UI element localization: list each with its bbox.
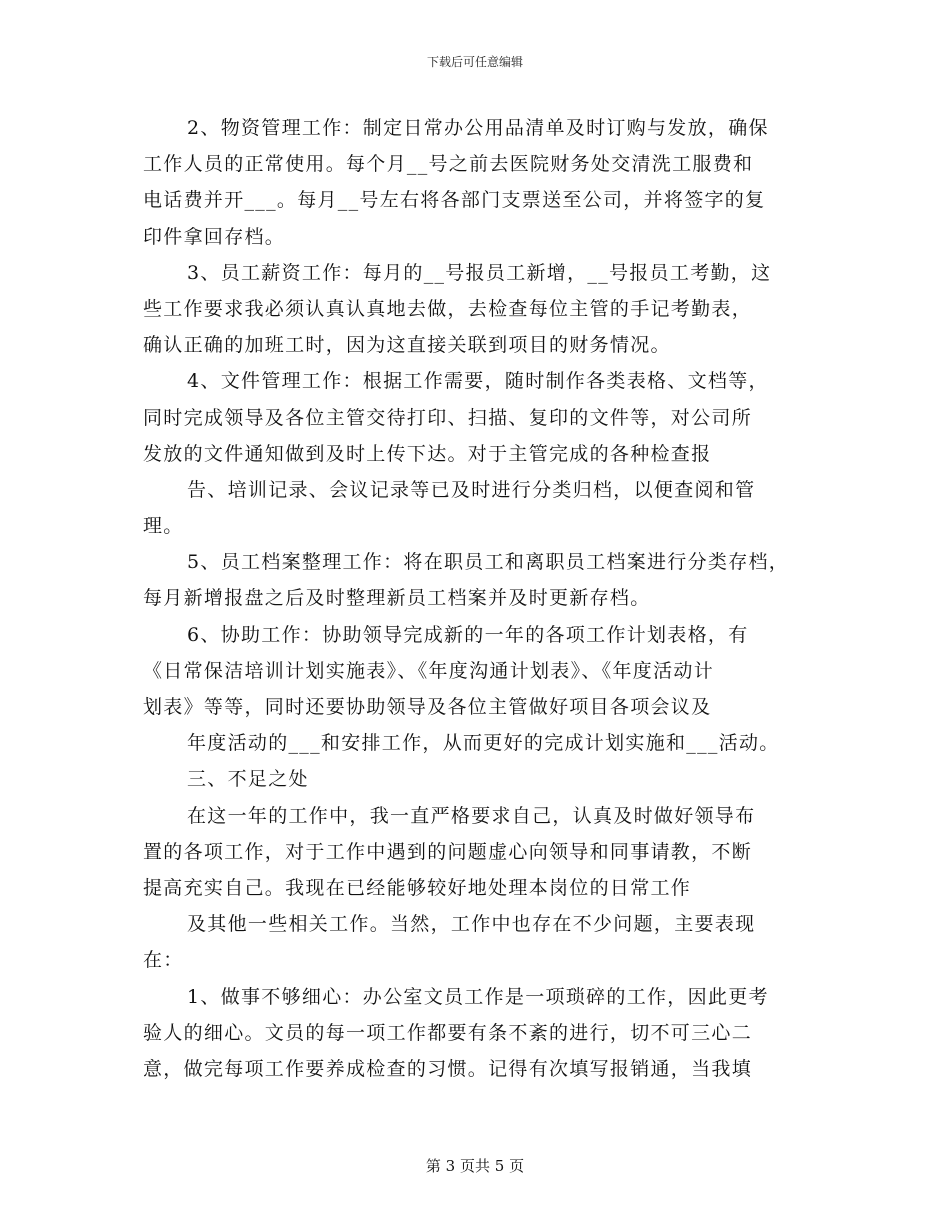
text-line: 印件拿回存档。 [143,225,286,248]
text-line: 意，做完每项工作要养成检查的习惯。记得有次填写报销通，当我填 [143,1057,753,1080]
text-line: 告、培训记录、会议记录等已及时进行分类归档，以便查阅和管 [187,478,756,501]
text-line: 三、不足之处 [187,768,309,791]
text-line: 同时完成领导及各位主管交待打印、扫描、复印的文件等，对公司所 [143,406,753,429]
text-line: 在： [143,949,184,972]
text-line: 验人的细心。文员的每一项工作都要有条不紊的进行，切不可三心二 [143,1021,753,1044]
text-line: 些工作要求我必须认真认真地去做，去检查每位主管的手记考勤表， [143,297,753,320]
text-line: 1、做事不够细心：办公室文员工作是一项琐碎的工作，因此更考 [187,985,769,1008]
page-header: 下载后可任意编辑 [426,55,523,69]
text-line: 发放的文件通知做到及时上传下达。对于主管完成的各种检查报 [143,442,712,465]
text-line: 6、协助工作：协助领导完成新的一年的各项工作计划表格，有 [187,623,749,646]
text-line: 在这一年的工作中，我一直严格要求自己，认真及时做好领导布 [187,804,756,827]
text-line: 及其他一些相关工作。当然，工作中也存在不少问题，主要表现 [187,913,756,936]
text-line: 4、文件管理工作：根据工作需要，随时制作各类表格、文档等， [187,370,769,393]
document-body [143,110,823,1087]
text-line: 划表》等等，同时还要协助领导及各位主管做好项目各项会议及 [143,696,712,718]
text-line: 置的各项工作，对于工作中遇到的问题虚心向领导和同事请教，不断 [143,840,753,863]
page-number: 第 3 页共 5 页 [425,1157,525,1175]
text-line: 理。 [143,515,184,538]
text-line: 《日常保洁培训计划实施表》、《年度沟通计划表》、《年度活动计 [143,659,715,682]
text-line: 3、员工薪资工作：每月的__号报员工新增，__号报员工考勤，这 [187,261,772,284]
text-line: 年度活动的___和安排工作，从而更好的完成计划实施和___活动。 [187,732,780,755]
text-line: 5、员工档案整理工作：将在职员工和离职员工档案进行分类存档， [187,551,790,574]
text-line: 工作人员的正常使用。每个月__号之前去医院财务处交清洗工服费和 [143,153,754,176]
text-line: 确认正确的加班工时，因为这直接关联到项目的财务情况。 [143,334,671,357]
text-line: 每月新增报盘之后及时整理新员工档案并及时更新存档。 [143,587,651,610]
text-line: 2、物资管理工作：制定日常办公用品清单及时订购与发放，确保 [187,117,769,139]
text-line: 提高充实自己。我现在已经能够较好地处理本岗位的日常工作 [143,876,692,899]
text-line: 电话费并开___。每月__号左右将各部门支票送至公司，并将签字的复 [143,189,766,212]
